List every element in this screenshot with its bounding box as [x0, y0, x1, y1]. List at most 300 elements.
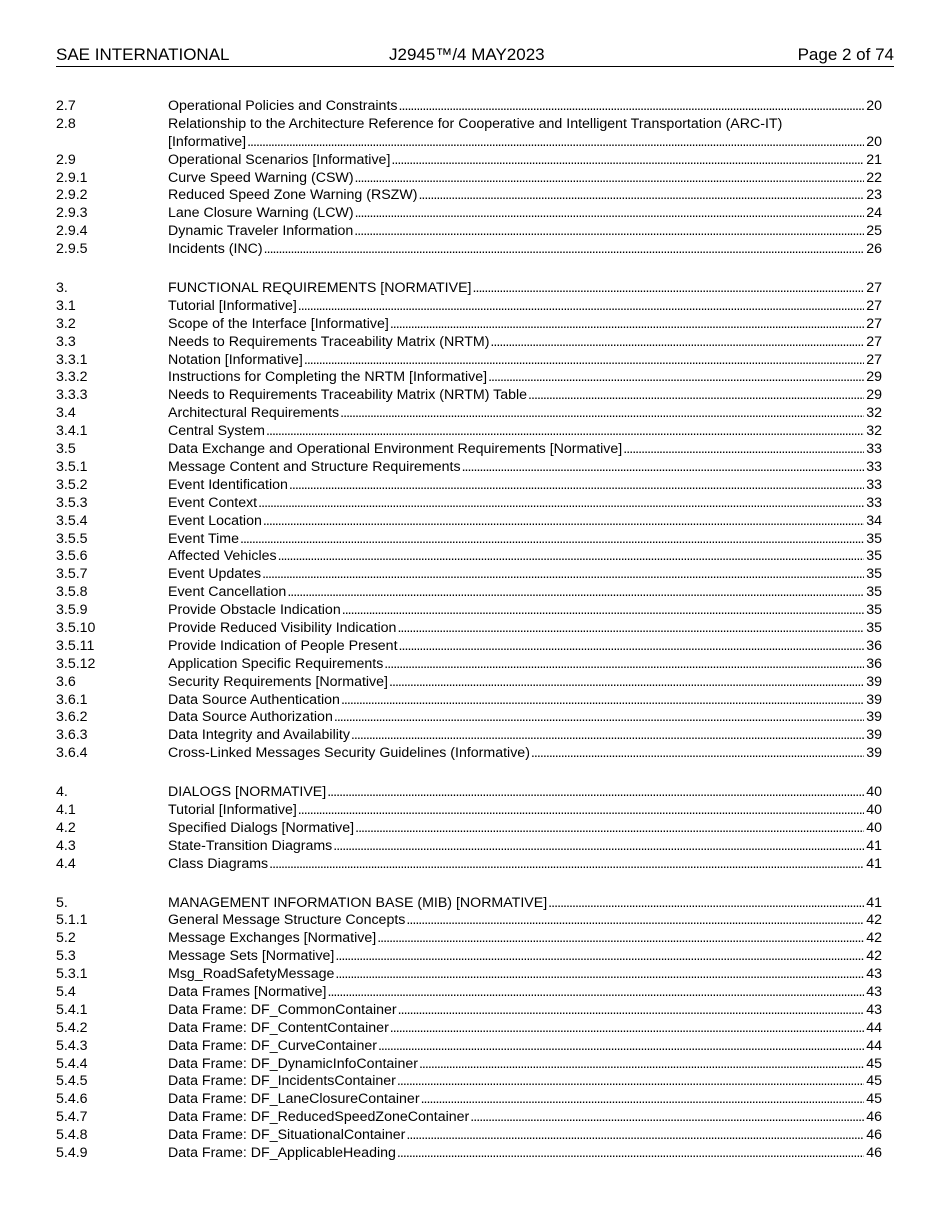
- toc-dot-leader: [528, 387, 864, 405]
- toc-entry-line: [168, 820, 882, 838]
- toc-entry-number: 3.5.12: [56, 655, 96, 672]
- toc-entry-number: 3.2: [56, 315, 76, 332]
- toc-entry-line: [168, 423, 882, 441]
- toc-dot-leader: [327, 784, 864, 802]
- toc-entry[interactable]: [56, 531, 882, 549]
- toc-entry[interactable]: [56, 98, 882, 116]
- toc-entry-title: Data Frame: DF_IncidentsContainer: [168, 1073, 396, 1090]
- toc-entry-title: Needs to Requirements Traceability Matrix (NRTM) Table: [168, 387, 528, 404]
- toc-entry[interactable]: [56, 170, 882, 188]
- toc-entry-title: Event Context: [168, 494, 258, 511]
- toc-entry-page: 35: [866, 584, 882, 601]
- header-document-id: J2945™/4 MAY2023: [389, 45, 545, 64]
- toc-entry[interactable]: [56, 802, 882, 820]
- toc-entry-page: 44: [866, 1037, 882, 1054]
- toc-entry[interactable]: [56, 187, 882, 205]
- toc-entry-line: [168, 709, 882, 727]
- toc-entry[interactable]: [56, 838, 882, 856]
- toc-entry-line: [168, 1020, 882, 1038]
- toc-entry-page: 39: [866, 727, 882, 744]
- toc-dot-leader: [490, 334, 864, 352]
- toc-entry-page: 45: [866, 1091, 882, 1108]
- toc-entry-number: 5.3.1: [56, 966, 88, 983]
- toc-entry-title: Data Frames [Normative]: [168, 983, 327, 1000]
- toc-entry-number: 2.9.4: [56, 223, 88, 240]
- toc-entry[interactable]: [56, 912, 882, 930]
- toc-entry-line: [168, 930, 882, 948]
- toc-entry-title: Data Frame: DF_ReducedSpeedZoneContainer: [168, 1109, 470, 1126]
- toc-entry-page: 33: [866, 494, 882, 511]
- toc-entry-title: Event Location: [168, 512, 262, 529]
- toc-dot-leader: [335, 948, 864, 966]
- toc-entry-title: Tutorial [Informative]: [168, 297, 297, 314]
- table-of-contents: [56, 98, 882, 1163]
- toc-entry-title: Application Specific Requirements: [168, 655, 384, 672]
- toc-entry-number: 3.5.2: [56, 476, 88, 493]
- toc-entry-page: 41: [866, 837, 882, 854]
- toc-entry-page: 35: [866, 548, 882, 565]
- toc-entry-number: 5.4.3: [56, 1037, 88, 1054]
- toc-entry[interactable]: [56, 423, 882, 441]
- toc-entry-line: [168, 405, 882, 423]
- toc-entry-line: [168, 152, 882, 170]
- toc-entry[interactable]: [56, 1020, 882, 1038]
- toc-entry[interactable]: [56, 602, 882, 620]
- toc-entry-title: Dynamic Traveler Information: [168, 223, 354, 240]
- toc-entry-line: [168, 187, 882, 205]
- toc-entry-line: [168, 513, 882, 531]
- toc-dot-leader: [340, 405, 864, 423]
- toc-entry-line: [168, 548, 882, 566]
- toc-entry-page: 42: [866, 912, 882, 929]
- toc-entry-page: 33: [866, 476, 882, 493]
- toc-entry-page: 33: [866, 458, 882, 475]
- toc-entry-page: 40: [866, 784, 882, 801]
- toc-entry[interactable]: [56, 334, 882, 352]
- toc-entry-number: 3.4: [56, 405, 76, 422]
- toc-dot-leader: [287, 584, 864, 602]
- toc-entry-title: Scope of the Interface [Informative]: [168, 315, 389, 332]
- toc-entry-line: [168, 838, 882, 856]
- toc-entry-title: Event Updates: [168, 566, 262, 583]
- toc-entry[interactable]: [56, 298, 882, 316]
- toc-entry-page: 36: [866, 655, 882, 672]
- toc-entry[interactable]: [56, 584, 882, 602]
- toc-entry-number: 5.4.8: [56, 1127, 88, 1144]
- toc-entry-line: [168, 966, 882, 984]
- toc-dot-leader: [391, 152, 864, 170]
- toc-entry-line: [168, 98, 882, 116]
- toc-entry[interactable]: [56, 387, 882, 405]
- toc-entry-line: [168, 584, 882, 602]
- toc-entry-number: 3.5.3: [56, 494, 88, 511]
- toc-entry-line: [168, 1091, 882, 1109]
- toc-section-group: [56, 98, 882, 259]
- toc-dot-leader: [240, 531, 864, 549]
- toc-entry-title: Provide Obstacle Indication: [168, 602, 341, 619]
- toc-entry-number: 4.: [56, 784, 68, 801]
- toc-entry[interactable]: [56, 820, 882, 838]
- toc-entry-number: 3.6.4: [56, 745, 88, 762]
- toc-entry-line: [168, 566, 882, 584]
- toc-entry-number: 5.4.9: [56, 1145, 88, 1161]
- toc-entry[interactable]: [56, 692, 882, 710]
- toc-entry-line: [168, 170, 882, 188]
- toc-entry-line: [168, 1056, 882, 1074]
- toc-entry-line: [168, 1127, 882, 1145]
- toc-dot-leader: [390, 1020, 864, 1038]
- toc-entry-page: 40: [866, 801, 882, 818]
- toc-entry-line: [168, 116, 882, 152]
- toc-entry[interactable]: [56, 1038, 882, 1056]
- toc-entry[interactable]: [56, 316, 882, 334]
- toc-entry-number: 3.6.3: [56, 727, 88, 744]
- toc-entry-title: Data Frame: DF_CurveContainer: [168, 1037, 377, 1054]
- toc-dot-leader: [269, 856, 864, 874]
- toc-entry-page: 33: [866, 441, 882, 458]
- toc-entry-title: Needs to Requirements Traceability Matrix (NRTM): [168, 333, 490, 350]
- toc-entry-title: Data Frame: DF_CommonContainer: [168, 1001, 397, 1018]
- toc-entry-page: 46: [866, 1109, 882, 1126]
- toc-entry-line: [168, 459, 882, 477]
- toc-entry-line: [168, 495, 882, 513]
- toc-dot-leader: [384, 656, 864, 674]
- toc-entry-number: 5.4.2: [56, 1019, 88, 1036]
- toc-dot-leader: [262, 566, 864, 584]
- toc-dot-leader: [351, 727, 864, 745]
- toc-entry-page: 36: [866, 637, 882, 654]
- toc-entry-number: 3.3: [56, 333, 76, 350]
- toc-dot-leader: [378, 1038, 864, 1056]
- toc-entry-number: 3.5.9: [56, 602, 88, 619]
- toc-entry-number: 3.5: [56, 441, 76, 458]
- toc-entry-line: [168, 1145, 882, 1163]
- toc-entry-page: 27: [866, 333, 882, 350]
- toc-entry-line: [168, 477, 882, 495]
- toc-entry[interactable]: [56, 566, 882, 584]
- toc-entry-line: [168, 745, 882, 763]
- toc-entry[interactable]: [56, 1145, 882, 1163]
- toc-entry[interactable]: [56, 152, 882, 170]
- toc-dot-leader: [354, 223, 864, 241]
- toc-entry[interactable]: [56, 674, 882, 692]
- toc-entry[interactable]: [56, 1002, 882, 1020]
- toc-entry[interactable]: [56, 205, 882, 223]
- toc-entry-number: 2.9.5: [56, 241, 88, 258]
- toc-entry-page: 29: [866, 369, 882, 386]
- toc-dot-leader: [421, 1091, 865, 1109]
- toc-entry-number: 3.5.4: [56, 512, 88, 529]
- toc-entry[interactable]: [56, 1091, 882, 1109]
- toc-entry-number: 3.6: [56, 673, 76, 690]
- toc-dot-leader: [399, 638, 865, 656]
- toc-entry-number: 5.4: [56, 983, 76, 1000]
- toc-entry-page: 22: [866, 169, 882, 186]
- toc-dot-leader: [418, 187, 864, 205]
- toc-entry-line: [168, 298, 882, 316]
- toc-entry[interactable]: [56, 784, 882, 802]
- toc-entry-title: Curve Speed Warning (CSW): [168, 169, 354, 186]
- toc-entry-number: 4.1: [56, 801, 76, 818]
- toc-entry-page: 45: [866, 1073, 882, 1090]
- toc-entry[interactable]: [56, 280, 882, 298]
- toc-entry-page: 39: [866, 709, 882, 726]
- toc-dot-leader: [278, 548, 865, 566]
- toc-entry-number: 3.3.1: [56, 351, 88, 368]
- toc-entry-page: 26: [866, 241, 882, 258]
- toc-dot-leader: [406, 1127, 864, 1145]
- toc-entry[interactable]: [56, 369, 882, 387]
- toc-entry-page: 32: [866, 405, 882, 422]
- toc-entry[interactable]: [56, 441, 882, 459]
- toc-dot-leader: [470, 1109, 864, 1127]
- toc-entry-page: 21: [866, 151, 882, 168]
- toc-entry-number: 3.5.8: [56, 584, 88, 601]
- toc-dot-leader: [258, 495, 864, 513]
- toc-entry-number: 2.9: [56, 151, 76, 168]
- toc-dot-leader: [266, 423, 864, 441]
- toc-entry[interactable]: [56, 656, 882, 674]
- toc-entry-line: [168, 387, 882, 405]
- toc-dot-leader: [389, 674, 864, 692]
- toc-entry-title: Data Source Authorization: [168, 709, 333, 726]
- toc-entry-title: Message Exchanges [Normative]: [168, 930, 377, 947]
- toc-dot-leader: [264, 241, 865, 259]
- toc-entry-line: [168, 912, 882, 930]
- toc-entry[interactable]: [56, 638, 882, 656]
- toc-entry[interactable]: [56, 709, 882, 727]
- toc-dot-leader: [472, 280, 864, 298]
- toc-entry[interactable]: [56, 459, 882, 477]
- toc-entry-title: MANAGEMENT INFORMATION BASE (MIB) [NORMATIVE]: [168, 894, 548, 911]
- toc-entry-line: [168, 1038, 882, 1056]
- toc-entry-number: 2.8: [56, 115, 76, 132]
- toc-dot-leader: [397, 1073, 864, 1091]
- toc-entry-title: Notation [Informative]: [168, 351, 303, 368]
- toc-entry-title: FUNCTIONAL REQUIREMENTS [NORMATIVE]: [168, 280, 472, 297]
- toc-entry-page: 27: [866, 297, 882, 314]
- page-header: [56, 44, 894, 67]
- toc-entry[interactable]: [56, 620, 882, 638]
- toc-entry-line: [168, 620, 882, 638]
- toc-entry[interactable]: [56, 895, 882, 913]
- toc-entry[interactable]: [56, 984, 882, 1002]
- toc-entry-title: Msg_RoadSafetyMessage: [168, 966, 335, 983]
- toc-dot-leader: [531, 745, 864, 763]
- toc-dot-leader: [298, 802, 864, 820]
- toc-entry-number: 5.4.1: [56, 1001, 88, 1018]
- toc-entry-page: 35: [866, 530, 882, 547]
- toc-entry-number: 3.3.3: [56, 387, 88, 404]
- toc-entry-line: [168, 441, 882, 459]
- toc-entry[interactable]: [56, 930, 882, 948]
- toc-entry-title: Central System: [168, 423, 265, 440]
- toc-entry-title: Data Frame: DF_DynamicInfoContainer: [168, 1055, 418, 1072]
- toc-entry-page: 46: [866, 1145, 882, 1161]
- toc-entry-number: 3.5.1: [56, 458, 88, 475]
- toc-entry[interactable]: [56, 513, 882, 531]
- toc-entry-title: Event Identification: [168, 476, 288, 493]
- toc-entry-page: 35: [866, 602, 882, 619]
- toc-entry-title: Message Sets [Normative]: [168, 948, 335, 965]
- toc-entry[interactable]: [56, 223, 882, 241]
- toc-dot-leader: [397, 1145, 864, 1163]
- toc-entry[interactable]: [56, 727, 882, 745]
- toc-dot-leader: [488, 369, 864, 387]
- toc-entry-title: Message Content and Structure Requirements: [168, 458, 461, 475]
- toc-entry-line: [168, 984, 882, 1002]
- toc-dot-leader: [335, 966, 864, 984]
- toc-entry-line: [168, 280, 882, 298]
- toc-entry-page: 20: [866, 133, 882, 150]
- toc-entry[interactable]: [56, 477, 882, 495]
- toc-entry-page: 23: [866, 187, 882, 204]
- toc-entry[interactable]: [56, 948, 882, 966]
- toc-dot-leader: [334, 709, 864, 727]
- toc-entry-line: [168, 948, 882, 966]
- toc-entry-title: Data Exchange and Operational Environment Requirements [Normative]: [168, 441, 623, 458]
- toc-entry-line: [168, 692, 882, 710]
- toc-entry-line: [168, 856, 882, 874]
- toc-entry-line: [168, 1073, 882, 1091]
- toc-entry-number: 3.4.1: [56, 423, 88, 440]
- toc-entry-page: 39: [866, 673, 882, 690]
- toc-dot-leader: [327, 984, 864, 1002]
- toc-section-group: [56, 895, 882, 1163]
- toc-entry-number: 2.9.1: [56, 169, 88, 186]
- toc-entry-page: 44: [866, 1019, 882, 1036]
- toc-entry-number: 3.5.10: [56, 619, 96, 636]
- toc-entry-line: [168, 895, 882, 913]
- toc-entry-title: Cross-Linked Messages Security Guidelines (Informative): [168, 745, 530, 762]
- toc-entry-title: Provide Reduced Visibility Indication: [168, 619, 397, 636]
- toc-entry-title: State-Transition Diagrams: [168, 837, 333, 854]
- toc-dot-leader: [377, 930, 864, 948]
- toc-entry-title: Lane Closure Warning (LCW): [168, 205, 354, 222]
- toc-entry-title: Data Integrity and Availability: [168, 727, 350, 744]
- toc-entry-title: Affected Vehicles: [168, 548, 277, 565]
- toc-entry-line: [168, 602, 882, 620]
- toc-entry-page: 39: [866, 745, 882, 762]
- toc-entry-page: 42: [866, 948, 882, 965]
- toc-entry-page: 27: [866, 351, 882, 368]
- header-page-number: Page 2 of 74: [797, 45, 894, 64]
- toc-entry-line: [168, 1002, 882, 1020]
- toc-entry-continuation: [168, 134, 882, 152]
- toc-entry[interactable]: [56, 745, 882, 763]
- toc-entry-number: 5.3: [56, 948, 76, 965]
- toc-entry-line: [168, 784, 882, 802]
- toc-entry-page: 40: [866, 819, 882, 836]
- toc-entry[interactable]: [56, 856, 882, 874]
- toc-entry-number: 5.4.4: [56, 1055, 88, 1072]
- toc-entry-number: 3.5.6: [56, 548, 88, 565]
- toc-entry-line: [168, 316, 882, 334]
- toc-entry-title: Provide Indication of People Present: [168, 637, 398, 654]
- toc-dot-leader: [355, 170, 865, 188]
- toc-entry-number: 5.1.1: [56, 912, 88, 929]
- toc-entry-number: 3.5.11: [56, 637, 95, 654]
- toc-entry[interactable]: [56, 352, 882, 370]
- toc-entry-number: 3.5.7: [56, 566, 88, 583]
- toc-entry-number: 3.6.2: [56, 709, 88, 726]
- toc-dot-leader: [298, 298, 864, 316]
- toc-entry-number: 2.7: [56, 98, 76, 114]
- toc-entry-line: [168, 531, 882, 549]
- toc-dot-leader: [399, 98, 865, 116]
- toc-entry-number: 5.2: [56, 930, 76, 947]
- toc-dot-leader: [419, 1056, 864, 1074]
- toc-entry[interactable]: [56, 116, 882, 152]
- toc-dot-leader: [462, 459, 865, 477]
- toc-entry-title: Architectural Requirements: [168, 405, 340, 422]
- toc-entry-line: [168, 802, 882, 820]
- toc-entry-number: 2.9.2: [56, 187, 88, 204]
- toc-entry[interactable]: [56, 1073, 882, 1091]
- toc-entry-number: 3.3.2: [56, 369, 88, 386]
- toc-entry-number: 3.: [56, 280, 68, 297]
- toc-entry-page: 35: [866, 566, 882, 583]
- toc-entry-line: [168, 205, 882, 223]
- toc-entry-number: 3.6.1: [56, 691, 88, 708]
- toc-section-group: [56, 784, 882, 873]
- toc-entry-title: Data Source Authentication: [168, 691, 340, 708]
- toc-entry-title: Incidents (INC): [168, 241, 263, 258]
- toc-entry-line: [168, 334, 882, 352]
- toc-entry-title-continued: [Informative]: [168, 133, 247, 150]
- toc-entry[interactable]: [56, 548, 882, 566]
- toc-entry[interactable]: [56, 1127, 882, 1145]
- toc-entry-number: 5.4.6: [56, 1091, 88, 1108]
- toc-dot-leader: [390, 316, 864, 334]
- toc-entry-line: [168, 1109, 882, 1127]
- toc-entry[interactable]: [56, 241, 882, 259]
- toc-entry-line: [168, 241, 882, 259]
- toc-entry-page: 43: [866, 966, 882, 983]
- toc-dot-leader: [333, 838, 864, 856]
- toc-entry-title: Operational Scenarios [Informative]: [168, 151, 391, 168]
- toc-entry-line: [168, 352, 882, 370]
- toc-entry-page: 24: [866, 205, 882, 222]
- toc-entry-title: Data Frame: DF_LaneClosureContainer: [168, 1091, 420, 1108]
- toc-entry-page: 34: [866, 512, 882, 529]
- toc-entry-page: 27: [866, 280, 882, 297]
- toc-entry-title: Reduced Speed Zone Warning (RSZW): [168, 187, 418, 204]
- toc-dot-leader: [342, 602, 865, 620]
- toc-entry-number: 5.4.5: [56, 1073, 88, 1090]
- toc-entry-page: 32: [866, 423, 882, 440]
- toc-entry[interactable]: [56, 405, 882, 423]
- toc-entry-page: 20: [866, 98, 882, 114]
- toc-entry-page: 35: [866, 619, 882, 636]
- toc-entry[interactable]: [56, 1109, 882, 1127]
- toc-entry-number: 5.4.7: [56, 1109, 88, 1126]
- toc-entry-title: Tutorial [Informative]: [168, 801, 297, 818]
- toc-entry-title: Class Diagrams: [168, 855, 269, 872]
- toc-entry-page: 39: [866, 691, 882, 708]
- toc-entry[interactable]: [56, 1056, 882, 1074]
- toc-entry-title: Security Requirements [Normative]: [168, 673, 388, 690]
- header-organization: SAE INTERNATIONAL: [56, 45, 230, 64]
- toc-entry[interactable]: [56, 495, 882, 513]
- toc-entry-number: 2.9.3: [56, 205, 88, 222]
- toc-entry-page: 41: [866, 894, 882, 911]
- toc-entry[interactable]: [56, 966, 882, 984]
- toc-dot-leader: [341, 692, 864, 710]
- toc-dot-leader: [548, 895, 864, 913]
- toc-entry-page: 25: [866, 223, 882, 240]
- toc-entry-number: 3.1: [56, 297, 76, 314]
